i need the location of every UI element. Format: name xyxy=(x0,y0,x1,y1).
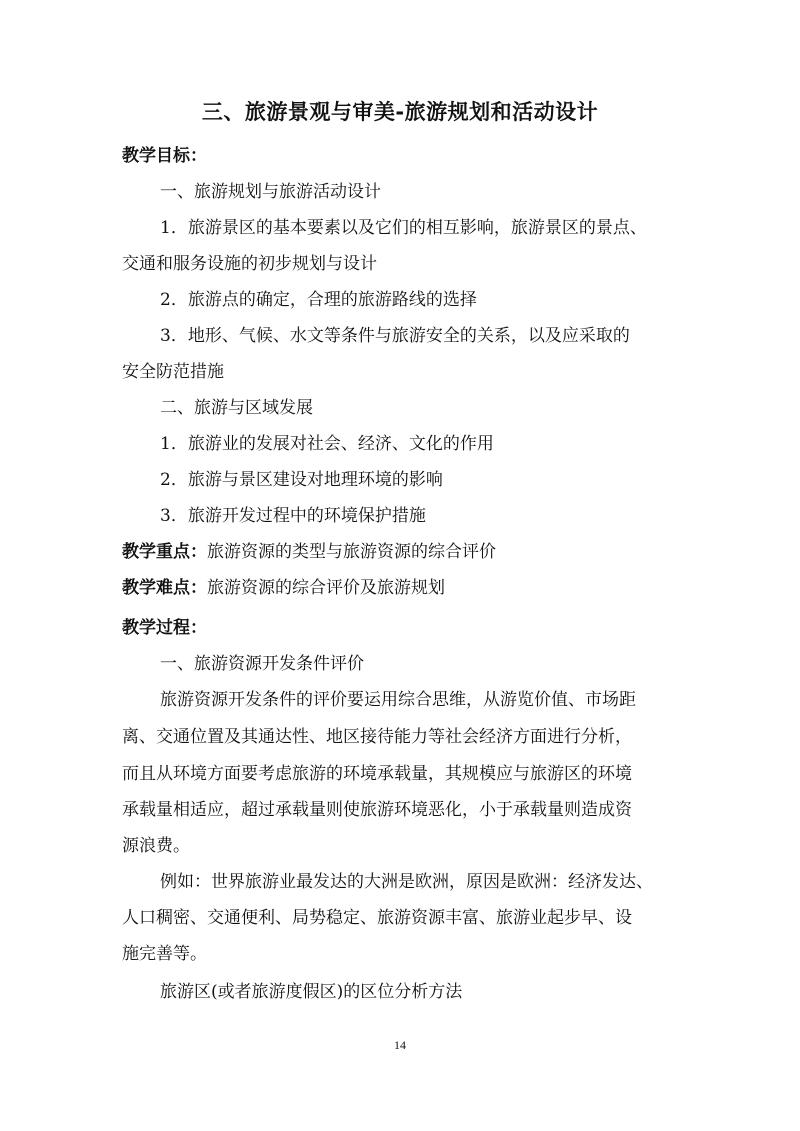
process-heading: 教学过程： xyxy=(122,618,207,638)
objective-item-1-line-2: 交通和服务设施的初步规划与设计 xyxy=(122,254,377,274)
difficulty-line xyxy=(122,577,445,599)
process-para-1-line-5: 源浪费。 xyxy=(122,836,190,856)
process-para-3: 旅游区(或者旅游度假区)的区位分析方法 xyxy=(160,982,463,1002)
process-para-1-line-4: 承载量相适应，超过承载量则使旅游环境恶化，小于承载量则造成资 xyxy=(122,800,632,820)
process-para-1-line-3: 而且从环境方面要考虑旅游的环境承载量，其规模应与旅游区的环境 xyxy=(122,764,632,784)
process-para-1-line-1: 旅游资源开发条件的评价要运用综合思维，从游览价值、市场距 xyxy=(160,690,636,710)
difficulty-label: 教学难点： xyxy=(122,578,207,598)
objectives-section-1: 一、旅游规划与旅游活动设计 xyxy=(160,182,381,202)
objectives-heading: 教学目标： xyxy=(122,146,207,166)
objective-item-5: 2．旅游与景区建设对地理环境的影响 xyxy=(160,470,443,490)
objectives-section-2: 二、旅游与区域发展 xyxy=(160,398,313,418)
process-section-1: 一、旅游资源开发条件评价 xyxy=(160,654,364,674)
objective-item-4: 1．旅游业的发展对社会、经济、文化的作用 xyxy=(160,434,494,454)
difficulty-text: 旅游资源的综合评价及旅游规划 xyxy=(207,578,445,598)
process-para-1-line-2: 离、交通位置及其通达性、地区接待能力等社会经济方面进行分析， xyxy=(122,727,632,747)
process-para-2-line-3: 施完善等。 xyxy=(122,944,207,964)
key-point-text: 旅游资源的类型与旅游资源的综合评价 xyxy=(207,542,496,562)
process-para-2-line-1: 例如：世界旅游业最发达的大洲是欧洲，原因是欧洲：经济发达、 xyxy=(160,872,653,892)
process-para-2-line-2: 人口稠密、交通便利、局势稳定、旅游资源丰富、旅游业起步早、设 xyxy=(122,908,632,928)
page-number: 14 xyxy=(394,1038,406,1052)
objective-item-6: 3．旅游开发过程中的环境保护措施 xyxy=(160,506,426,526)
page-title: 三、旅游景观与审美-旅游规划和活动设计 xyxy=(201,100,599,124)
objective-item-2: 2．旅游点的确定，合理的旅游路线的选择 xyxy=(160,290,477,310)
key-point-line xyxy=(122,541,496,563)
objective-item-3-line-1: 3．地形、气候、水文等条件与旅游安全的关系，以及应采取的 xyxy=(160,326,630,346)
objective-item-1-line-1: 1．旅游景区的基本要素以及它们的相互影响，旅游景区的景点、 xyxy=(160,218,647,238)
objective-item-3-line-2: 安全防范措施 xyxy=(122,362,224,382)
key-point-label: 教学重点： xyxy=(122,542,207,562)
